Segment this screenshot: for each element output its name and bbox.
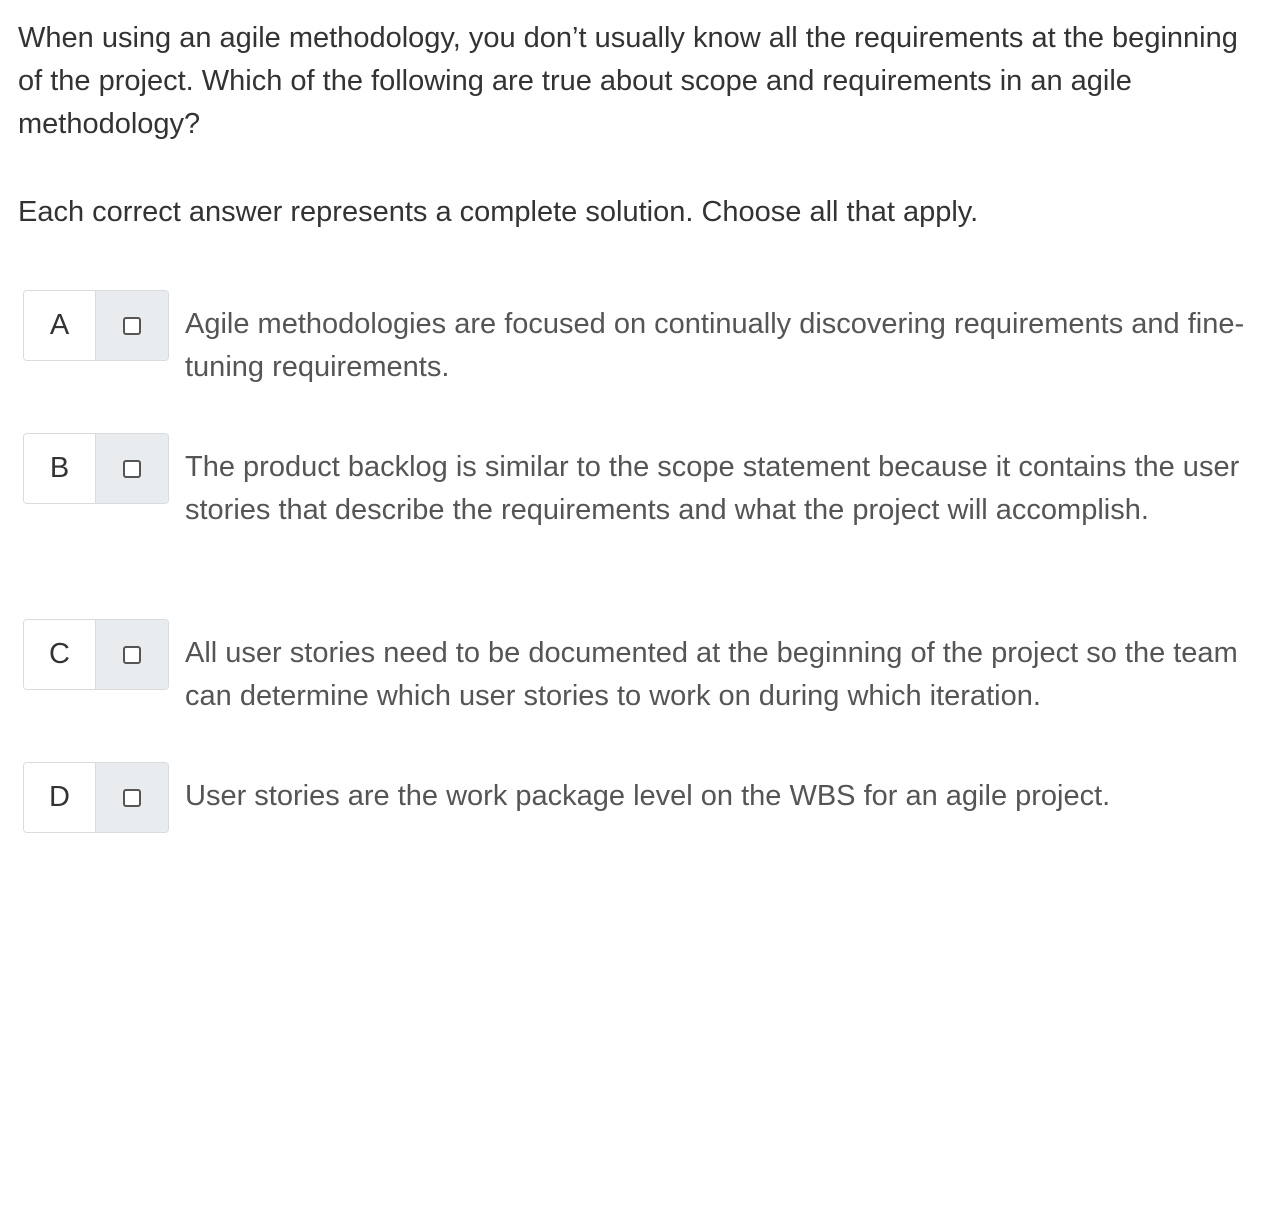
option-letter-d: D	[24, 763, 96, 832]
option-text-d[interactable]: User stories are the work package level on the WBS for an agile project.	[185, 780, 1111, 812]
answer-option-a[interactable]	[23, 290, 1262, 433]
option-letter-b: B	[24, 434, 96, 503]
choice-box-a[interactable]	[23, 290, 169, 361]
checkbox-b[interactable]	[123, 460, 141, 478]
answer-option-d[interactable]	[23, 762, 1262, 862]
choice-box-c[interactable]	[23, 619, 169, 690]
answer-option-c[interactable]	[23, 619, 1262, 762]
checkbox-cell-a[interactable]	[96, 291, 168, 360]
option-text-c[interactable]: All user stories need to be documented at the beginning of the project so the team can determine which user stories to work on during which iteration.	[185, 637, 1238, 712]
checkbox-d[interactable]	[123, 789, 141, 807]
answer-option-b[interactable]	[23, 433, 1262, 619]
checkbox-c[interactable]	[123, 646, 141, 664]
question-text: When using an agile methodology, you don’t usually know all the requirements at the beginning of the project. Which of the following are true about scope and requirements in an agile methodology?	[18, 22, 1238, 140]
answer-options-list	[18, 290, 1262, 862]
checkbox-cell-b[interactable]	[96, 434, 168, 503]
choice-box-d[interactable]	[23, 762, 169, 833]
option-letter-a: A	[24, 291, 96, 360]
option-letter-c: C	[24, 620, 96, 689]
question-instructions: Each correct answer represents a complete solution. Choose all that apply.	[18, 196, 979, 228]
option-text-a[interactable]: Agile methodologies are focused on continually discovering requirements and fine-tuning requirements.	[185, 308, 1245, 383]
choice-box-b[interactable]	[23, 433, 169, 504]
checkbox-cell-c[interactable]	[96, 620, 168, 689]
option-text-b[interactable]: The product backlog is similar to the scope statement because it contains the user stories that describe the requirements and what the project will accomplish.	[185, 451, 1240, 526]
checkbox-cell-d[interactable]	[96, 763, 168, 832]
checkbox-a[interactable]	[123, 317, 141, 335]
